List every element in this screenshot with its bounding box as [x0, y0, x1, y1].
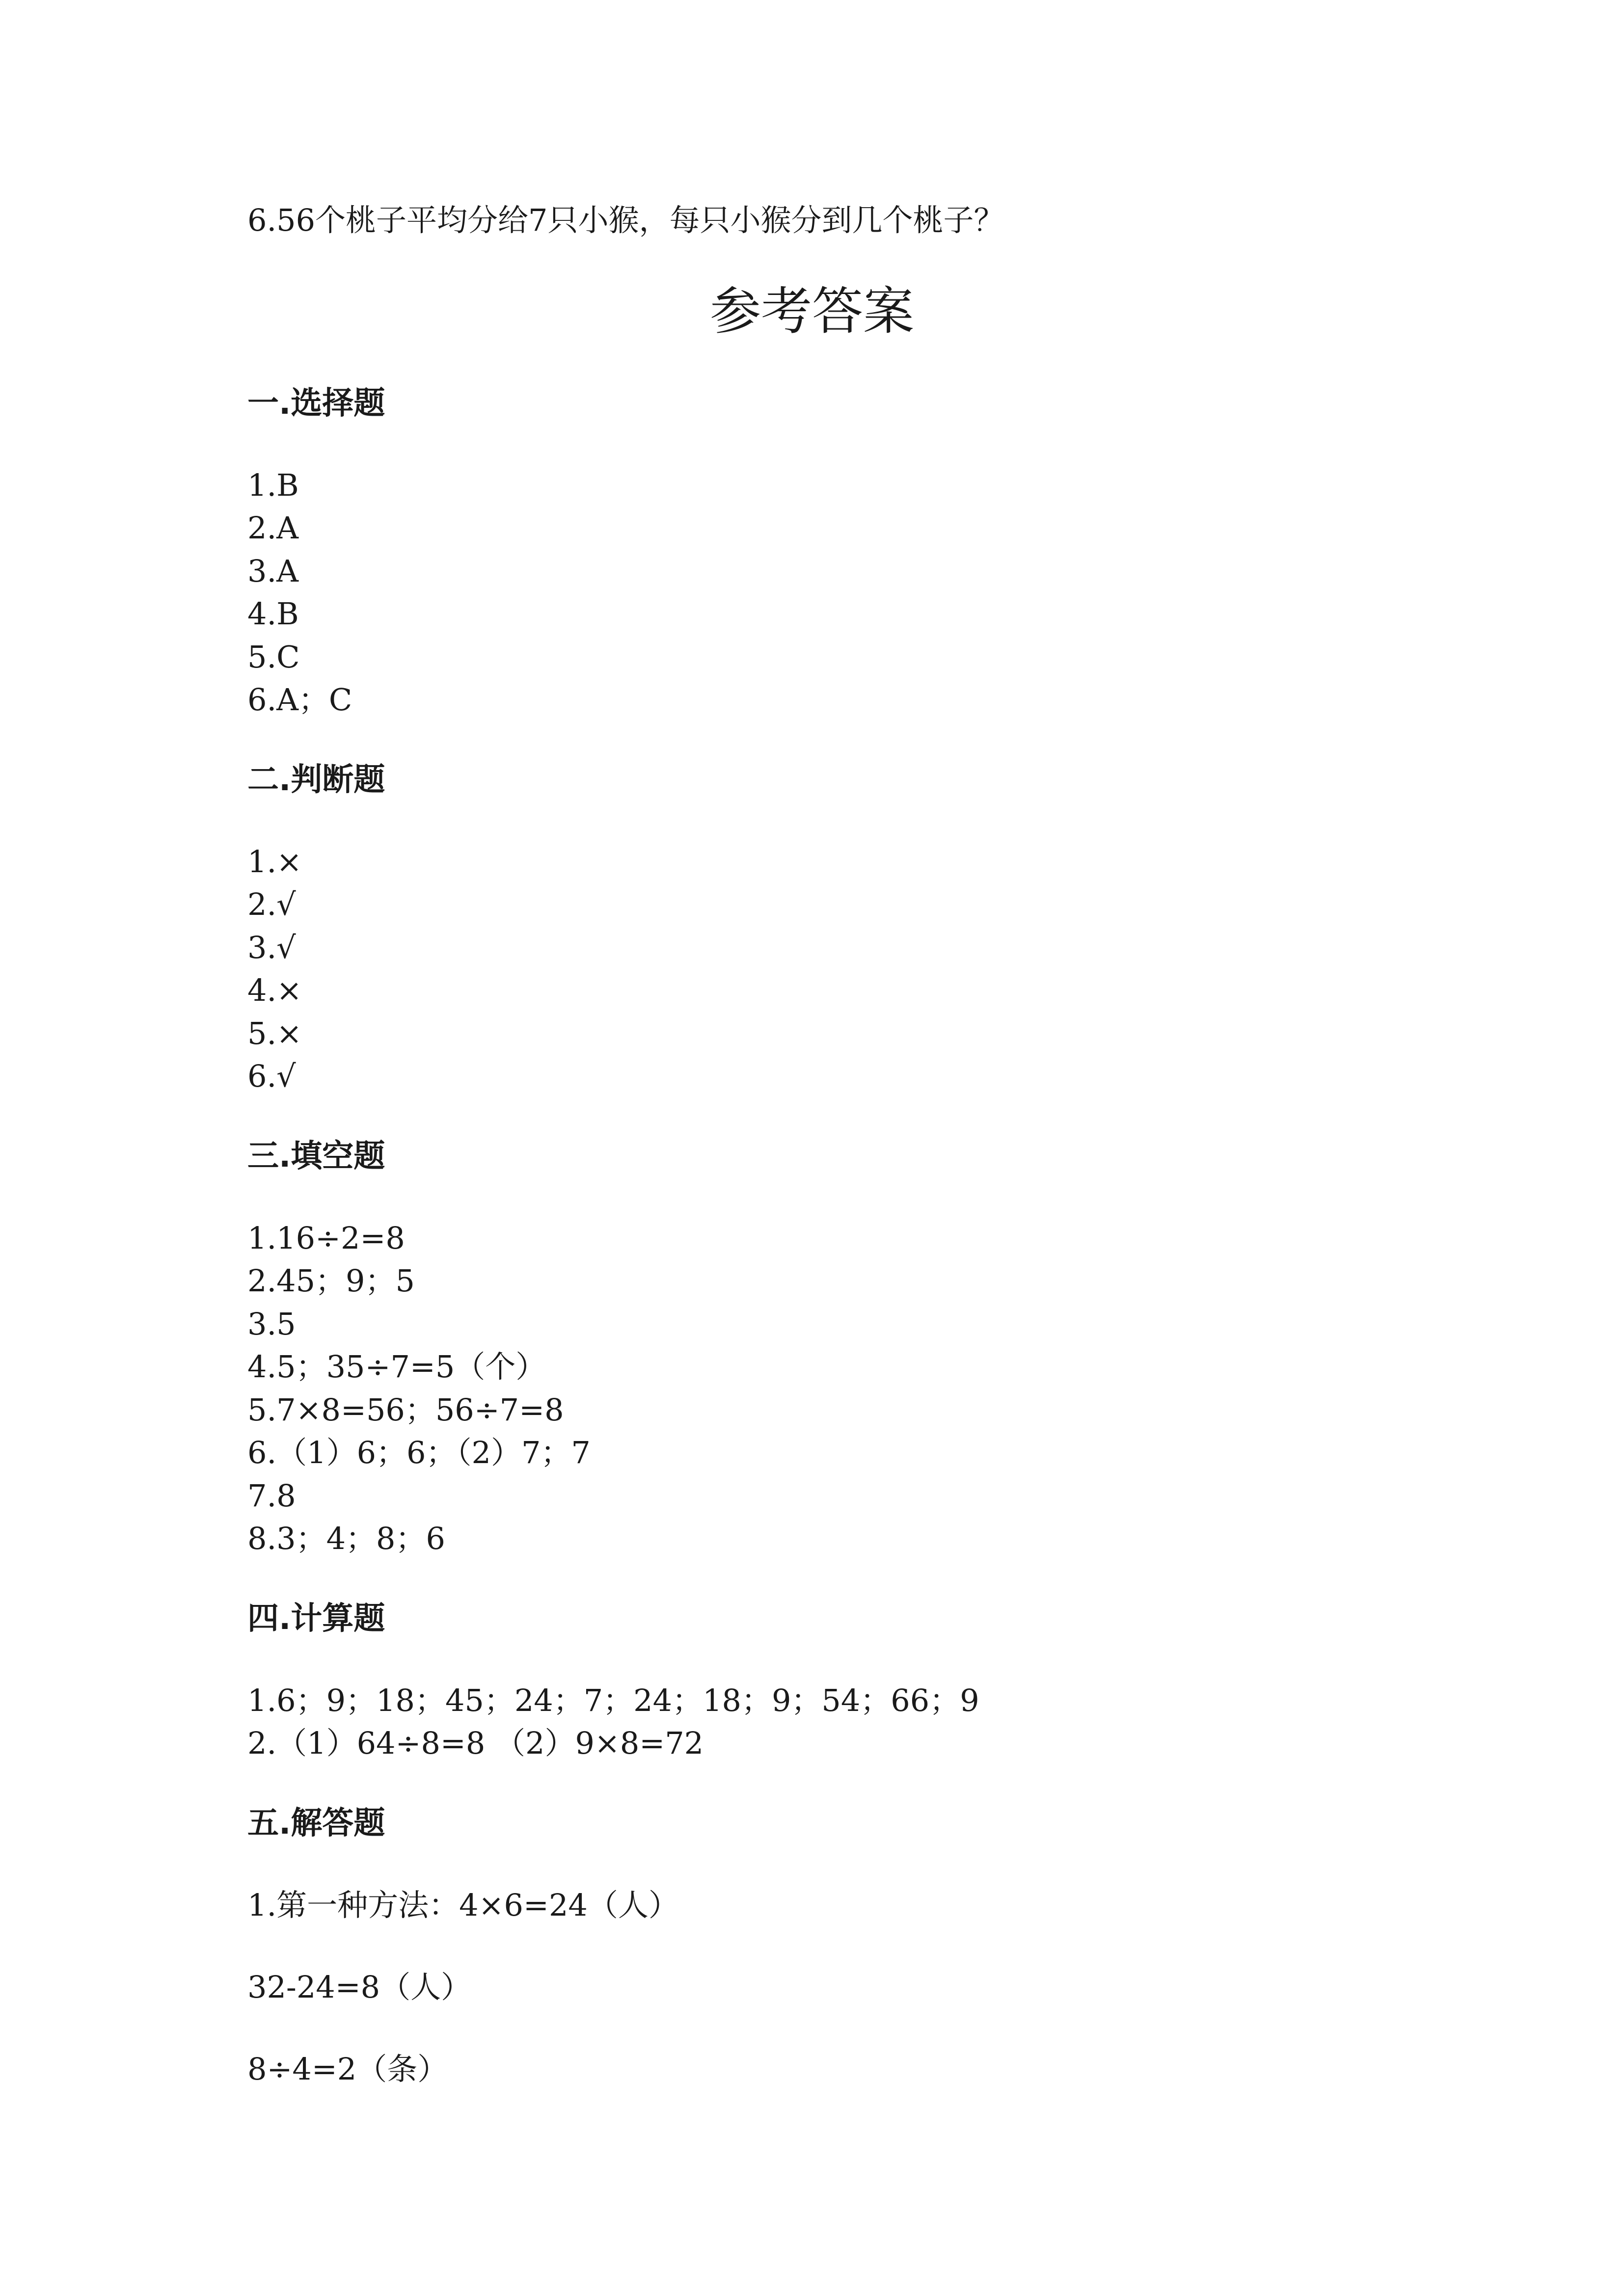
- section-heading: 一.选择题: [247, 385, 385, 422]
- answer-item: 1.第一种方法：4×6=24（人）: [247, 1887, 679, 1923]
- answer-item: 2.√: [247, 886, 296, 922]
- answer-item: 3.√: [247, 930, 296, 965]
- answer-item: 4.×: [247, 972, 302, 1008]
- answer-item: 2.（1）64÷8=8 （2）9×8=72: [247, 1725, 704, 1761]
- answer-item: 8.3；4；8；6: [247, 1521, 445, 1556]
- intro-question: 6.56个桃子平均分给7只小猴，每只小猴分到几个桃子？: [247, 202, 1004, 238]
- answer-item: 2.45；9；5: [247, 1263, 415, 1299]
- answer-item: 1.16÷2=8: [247, 1220, 405, 1256]
- answer-item: 7.8: [247, 1478, 296, 1514]
- page-title: 参考答案: [709, 281, 914, 341]
- answer-item: 6.（1）6；6；（2）7；7: [247, 1435, 591, 1470]
- answer-item: 3.A: [247, 553, 298, 589]
- answer-item: 4.B: [247, 596, 299, 632]
- answer-item: 32-24=8（人）: [247, 1969, 472, 2005]
- section-heading: 四.计算题: [247, 1601, 385, 1637]
- answer-item: 2.A: [247, 510, 298, 546]
- answer-item: 1.×: [247, 844, 302, 880]
- section-heading: 五.解答题: [247, 1805, 385, 1842]
- section-heading: 三.填空题: [247, 1138, 385, 1175]
- answer-item: 5.×: [247, 1015, 302, 1051]
- answer-item: 4.5；35÷7=5（个）: [247, 1349, 546, 1385]
- answer-item: 6.A；C: [247, 682, 352, 718]
- answer-item: 5.7×8=56；56÷7=8: [247, 1392, 564, 1428]
- answer-item: 8÷4=2（条）: [247, 2051, 448, 2087]
- answer-item: 1.6；9；18；45；24；7；24；18；9；54；66；9: [247, 1682, 979, 1718]
- answer-item: 3.5: [247, 1306, 296, 1342]
- answer-item: 6.√: [247, 1058, 296, 1094]
- section-heading: 二.判断题: [247, 762, 385, 798]
- answer-item: 1.B: [247, 467, 299, 503]
- answer-item: 5.C: [247, 639, 300, 675]
